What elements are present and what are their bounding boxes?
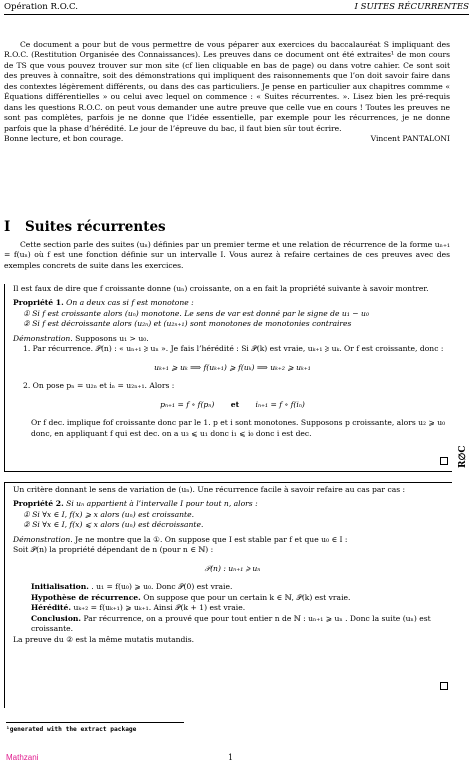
intro-text: Ce document a pour but de vous permettre de vous péparer aux exercices du baccalauréat S impliquant des R.O.C. (Restitution Organisée des Connaissances). Les preuves dans ce document ont été extraites¹ de mon cours de TS que vous pouvez trouver sur mon site (cf lien cliquable en bas de page) ou dans votre cahier. Ce sont soit des preuves à connaître, soit des démonstrations qui impliquent des raisonnements que l’on doit savoir faire dans des contextes légèrement différents, ou dans des cas particuliers. Je pense en particulier aux chapitres commme « Équations différentielles » ou celui avec lequel on commence : « Suites récurrentes. ». Lisez bien les pré-requis dans les questions R.O.C. on peut vous demander une autre preuve que celle vue en cours ! Toutes les preuves ne sont pas complètes, parfois je ne donne que l’idée essentielle, par exemple pour les récurrences, je ne donne parfois que la phase d’hérédité. Le jour de l’épreuve du bac, il faut bien sûr tout écrire.: [4, 40, 450, 133]
demo-2-soit: Soit 𝒫(n) la propriété dépendant de n (pour n ∈ ℕ) :: [13, 545, 214, 555]
roc-margin-label: R∅C: [458, 445, 468, 468]
equation-2-right: iₙ₊₁ = f ∘ f(iₙ): [255, 399, 305, 409]
demo-1-step-2-detail: Or f dec. implique fof croissante donc par le 1. p et i sont monotones. Supposons p croissante, alors u₂ ⩾ u₀ donc, en appliquant f qui est dec. on a u₃ ⩽ u₁ donc i₁ ⩽ i₀ donc i est dec.: [31, 418, 446, 438]
property-2-box: [4, 482, 452, 708]
demo-1-step-2: 2. On pose pₙ = u₂ₙ et iₙ = u₂ₙ₊₁. Alors :: [23, 381, 175, 391]
section-number: I: [4, 219, 11, 235]
property-1-label: Propriété 1.: [13, 298, 64, 308]
hyp-text: On suppose que pour un certain k ∈ ℕ, 𝒫(k) est vraie.: [143, 592, 351, 602]
init-text: . u₁ = f(u₀) ⩾ u₀. Donc 𝒫(0) est vraie.: [91, 582, 233, 592]
demo-1-equation-1: uₖ₊₁ ⩾ uₖ ⟹ f(uₖ₊₁) ⩾ f(uₖ) ⟹ uₖ₊₂ ⩾ uₖ₊₁: [154, 362, 311, 372]
hyp-label: Hypothèse de récurrence.: [31, 592, 141, 602]
property-1-statement: [13, 298, 452, 308]
section-intro-text: Cette section parle des suites (uₙ) définies par un premier terme et une relation de récurrence de la forme uₙ₊₁ = f(uₙ) où f est une fonction définie sur un intervalle I. Vous aurez à refaire certaines de ces preuves avec des exemples concrets de suite dans les exercices.: [4, 240, 450, 270]
site-link[interactable]: Mathzani: [6, 753, 39, 762]
section-heading: [4, 218, 166, 237]
her-label: Hérédité.: [31, 603, 72, 613]
property-2-case-2: ② Si ∀x ∈ I, f(x) ⩽ x alors (uₙ) est décroissante.: [23, 520, 204, 530]
her-text: uₖ₊₂ = f(uₖ₊₁) ⩾ uₖ₊₁. Ainsi 𝒫(k + 1) est vraie.: [73, 603, 246, 613]
qed-square-icon: [440, 682, 448, 690]
demo-2-label: Démonstration.: [13, 534, 73, 544]
demo-1-label: Démonstration.: [13, 333, 73, 343]
demo-2-initialisation: [31, 582, 452, 592]
equation-2-left: pₙ₊₁ = f ∘ f(pₙ): [160, 399, 215, 409]
page-header: [4, 2, 469, 15]
init-label: Initialisation.: [31, 582, 89, 592]
page-number: 1: [228, 753, 234, 762]
author-name: Vincent PANTALONI: [370, 134, 450, 144]
intro-paragraph: [4, 40, 450, 145]
concl-text: Par récurrence, on a prouvé que pour tout entier n de ℕ : uₙ₊₁ ⩾ uₙ . Donc la suite (uₙ) est croissante.: [31, 613, 431, 634]
demo-1-equation-2: [13, 400, 452, 410]
footnote: ¹generated with the extract package: [6, 726, 137, 733]
property-1-text: On a deux cas si f est monotone :: [66, 298, 194, 308]
demo-1-step-1: 1. Par récurrence. 𝒫(n) : « uₙ₊₁ ⩾ uₙ ». Je fais l’hérédité : Si 𝒫(k) est vraie, uₖ₊₁ ⩾ uₖ. Or f est croissante, donc :: [23, 344, 444, 354]
header-left: Opération R.O.C.: [4, 2, 78, 12]
equation-2-and: et: [230, 399, 240, 409]
demo-2-hypothesis: [31, 593, 452, 603]
intro-signoff: [4, 134, 450, 144]
section-intro: [4, 240, 450, 271]
header-right: I SUITES RÉCURRENTES: [354, 2, 469, 12]
qed-square-icon: [440, 457, 448, 465]
box1-lead: Il est faux de dire que f croissante donne (uₙ) croissante, on a en fait la propriété suivante à savoir montrer.: [13, 284, 429, 293]
property-1-case-1: ① Si f est croissante alors (uₙ) monotone. Le sens de var est donné par le signe de u₁ − u₀: [23, 308, 369, 318]
demo-1-intro: [13, 334, 452, 344]
box2-lead: Un critère donnant le sens de variation de (uₙ). Une récurrence facile à savoir refaire au cas par cas :: [13, 485, 406, 494]
demo-2-text: Je ne montre que la ①. On suppose que I est stable par f et que u₀ ∈ I :: [75, 534, 348, 544]
demo-2-conclusion: [31, 614, 452, 635]
concl-label: Conclusion.: [31, 613, 82, 623]
property-2-label: Propriété 2.: [13, 499, 64, 509]
demo-2-intro: [13, 535, 452, 545]
section-title: Suites récurrentes: [25, 219, 166, 235]
property-2-statement: [13, 499, 452, 509]
property-2-text: Si uₙ appartient à l’intervalle I pour tout n, alors :: [66, 499, 258, 509]
demo-2-final: La preuve du ② est la même mutatis mutandis.: [13, 634, 195, 644]
property-2-case-1: ① Si ∀x ∈ I, f(x) ⩾ x alors (uₙ) est croissante.: [23, 509, 195, 519]
property-1-case-2: ② Si f est décroissante alors (u₂ₙ) et (u₂ₙ₊₁) sont monotones de monotonies contraires: [23, 319, 352, 329]
closing-text: Bonne lecture, et bon courage.: [4, 134, 124, 144]
demo-2-equation: 𝒫(n) : uₙ₊₁ ⩾ uₙ: [204, 563, 261, 573]
demo-2-heredite: [31, 603, 452, 613]
demo-1-text: Supposons u₁ > u₀.: [75, 333, 149, 343]
footnote-rule: [6, 722, 184, 723]
property-1-box: [4, 284, 452, 472]
